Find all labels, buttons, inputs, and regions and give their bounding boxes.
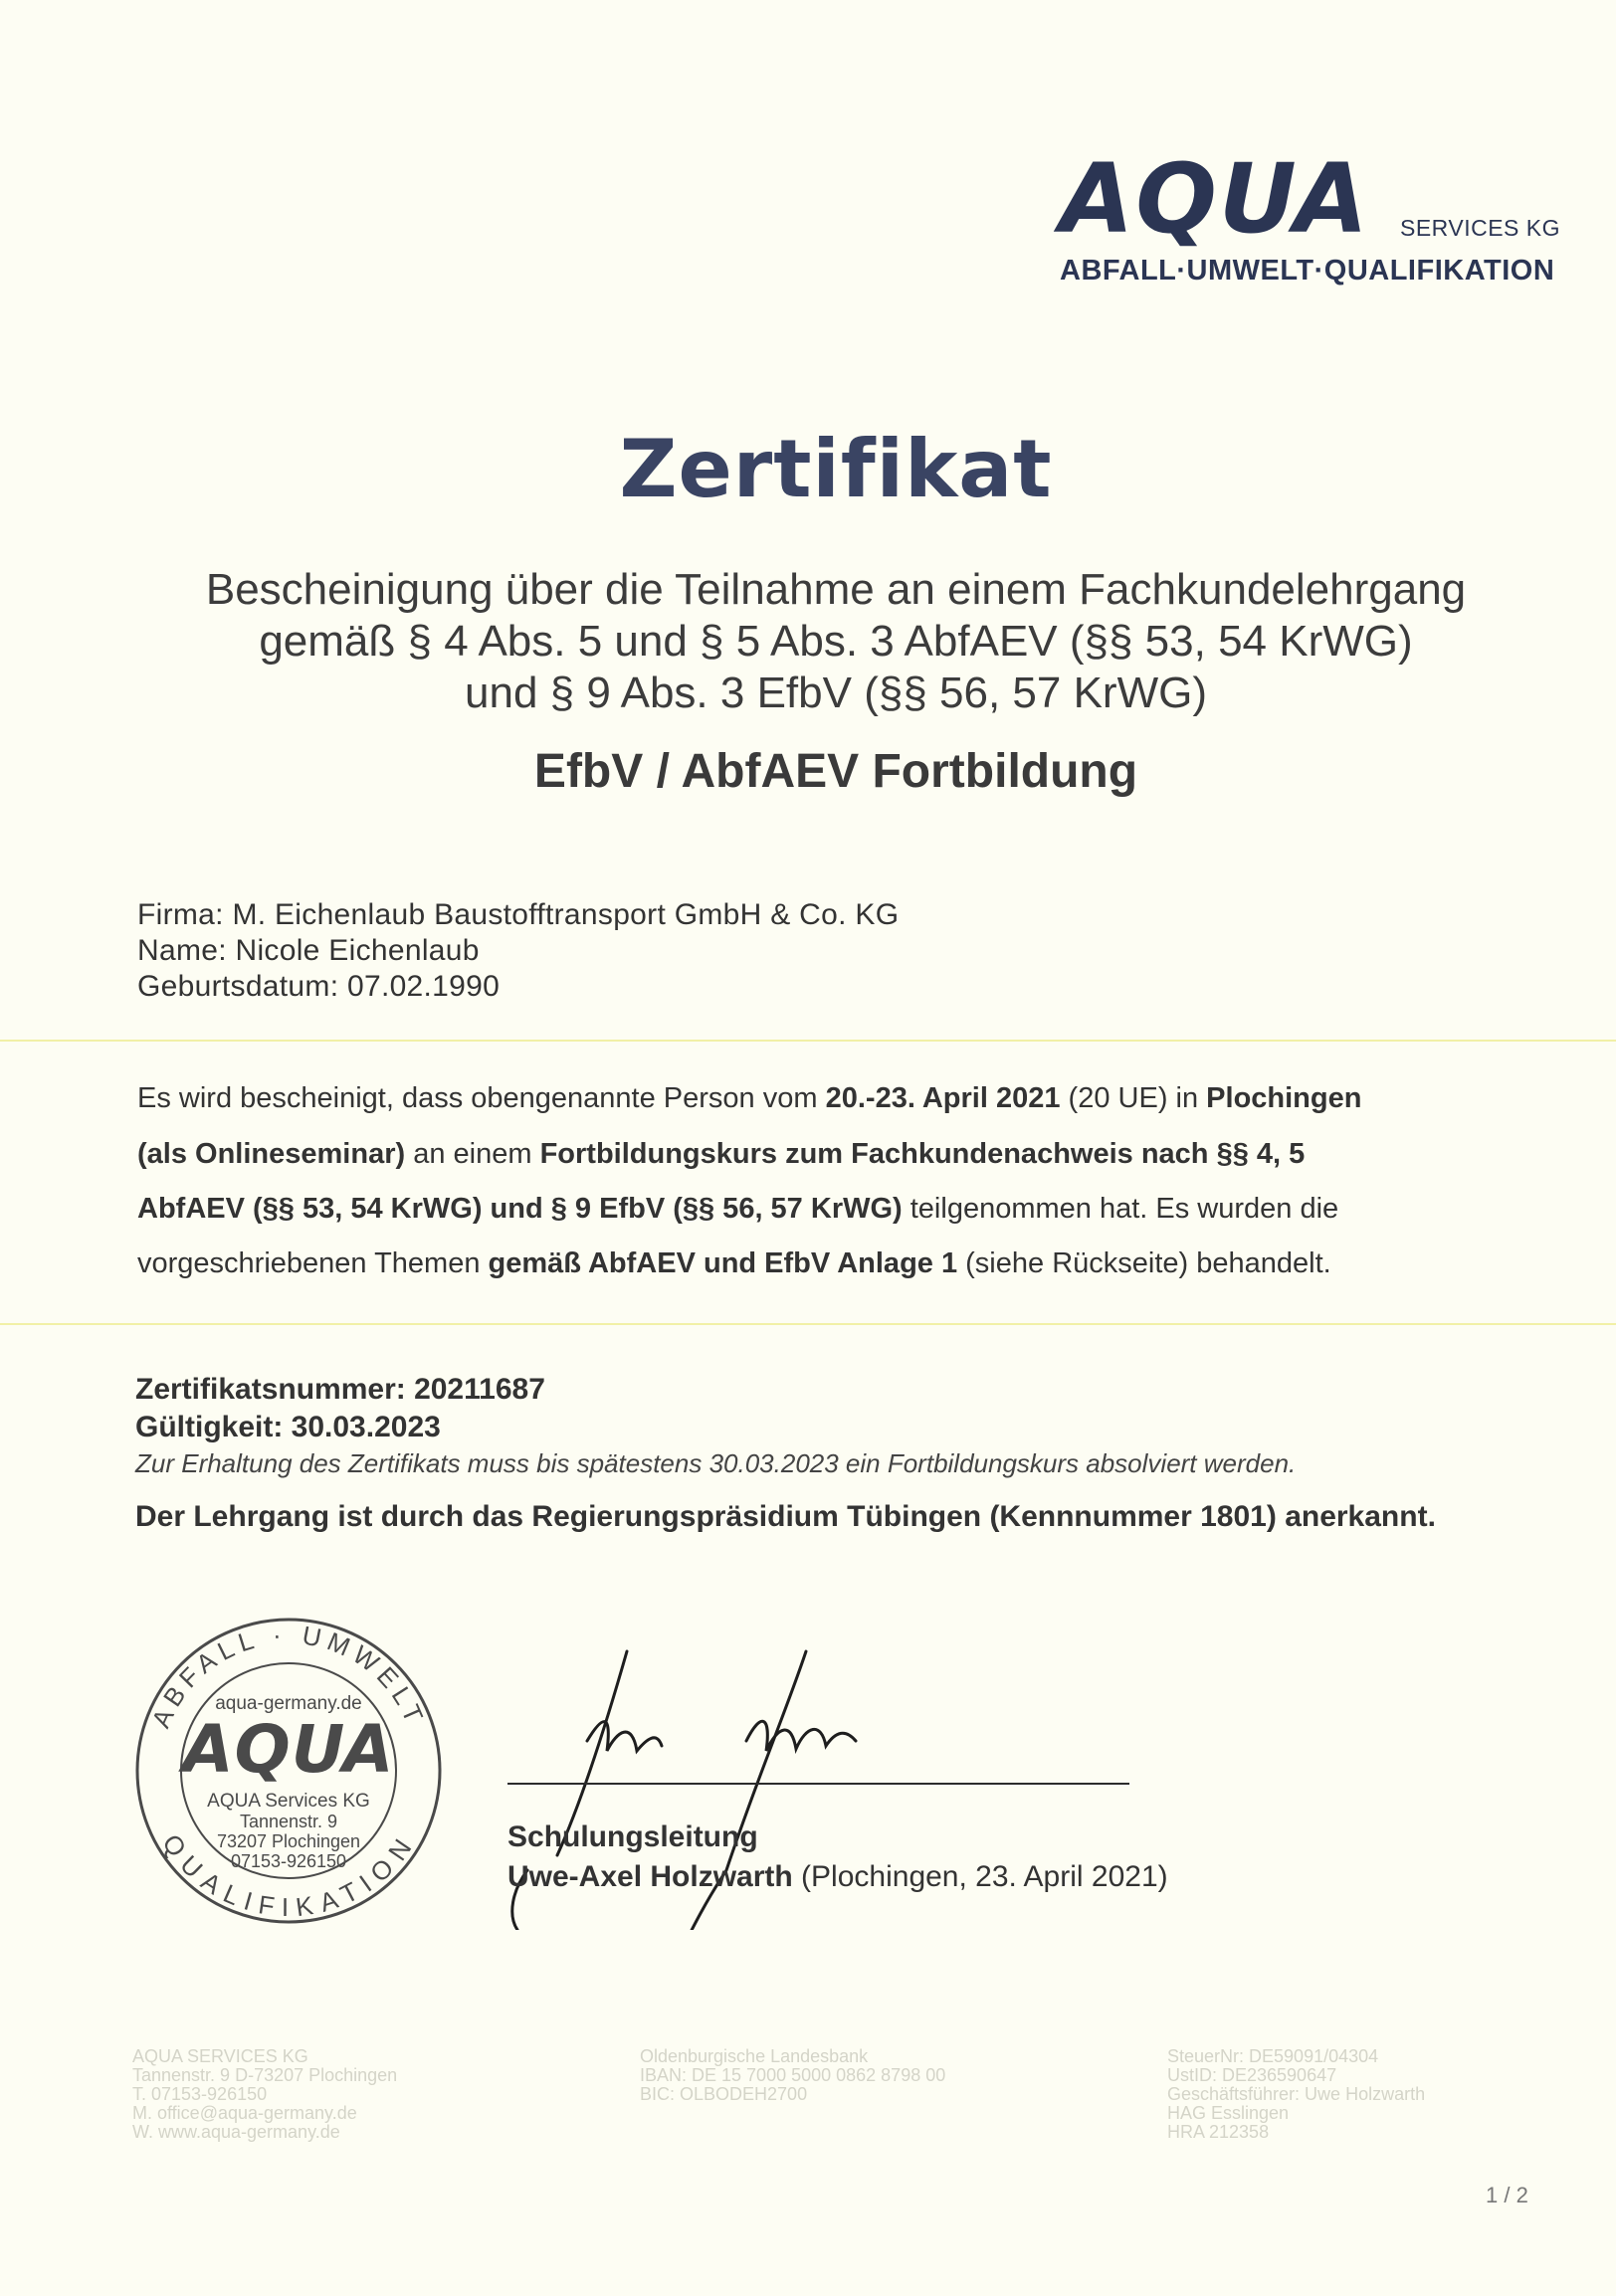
company-field <box>137 898 899 932</box>
footer-line: W. www.aqua-germany.de <box>132 2122 340 2142</box>
certificate-note: Zur Erhaltung des Zertifikats muss bis spätestens 30.03.2023 ein Fortbildungskurs absolviert werden. <box>135 1448 1297 1478</box>
stamp-street: Tannenstr. 9 <box>239 1812 338 1831</box>
body-line-3 <box>137 1193 1530 1226</box>
logo-wordmark: AQUA <box>1060 143 1370 255</box>
signature-place-date: (Plochingen, 23. April 2021) <box>792 1860 1168 1893</box>
text-run: (siehe Rückseite) behandelt. <box>957 1247 1331 1279</box>
stamp-phone: 07153-926150 <box>230 1851 347 1871</box>
body-line-2 <box>137 1138 1530 1171</box>
body-line-4 <box>137 1247 1530 1280</box>
footer-line: T. 07153-926150 <box>132 2084 268 2104</box>
name-value: Nicole Eichenlaub <box>235 934 480 967</box>
text-run: an einem <box>405 1138 540 1170</box>
footer-line: SteuerNr: DE59091/04304 <box>1167 2046 1379 2066</box>
birthdate-label: Geburtsdatum: <box>137 970 339 1003</box>
text-run-bold: 20.-23. April 2021 <box>825 1082 1061 1114</box>
footer-line: Geschäftsführer: Uwe Holzwarth <box>1167 2084 1426 2104</box>
subtitle-line-3: und § 9 Abs. 3 EfbV (§§ 56, 57 KrWG) <box>465 669 1207 717</box>
page-title: Zertifikat <box>619 423 1053 515</box>
text-run-bold: Fortbildungskurs zum Fachkundenachweis nach §§ 4, 5 <box>539 1138 1306 1170</box>
footer-address <box>132 2047 397 2142</box>
footer-line: IBAN: DE 15 7000 5000 0862 8798 00 <box>640 2065 946 2085</box>
body-line-1 <box>137 1082 1530 1115</box>
name-label: Name: <box>137 934 227 967</box>
footer-line: BIC: OLBODEH2700 <box>640 2084 808 2104</box>
footer-line: Oldenburgische Landesbank <box>640 2046 869 2066</box>
stamp-city: 73207 Plochingen <box>216 1831 361 1851</box>
footer-registry <box>1167 2047 1425 2142</box>
divider <box>0 1040 1616 1042</box>
subtitle-line-2: gemäß § 4 Abs. 5 und § 5 Abs. 3 AbfAEV (§§ 53, 54 KrWG) <box>259 617 1413 666</box>
text-run: teilgenommen hat. Es wurden die <box>902 1193 1339 1225</box>
footer-line: M. office@aqua-germany.de <box>132 2103 357 2123</box>
logo-services: SERVICES KG <box>1400 215 1561 241</box>
text-run: vorgeschriebenen Themen <box>137 1247 489 1279</box>
signature-line <box>507 1783 1129 1785</box>
footer-bank <box>640 2047 945 2104</box>
text-run: (20 UE) in <box>1060 1082 1207 1114</box>
birthdate-field <box>137 970 500 1004</box>
stamp-website: aqua-germany.de <box>215 1693 362 1714</box>
text-run-bold: (als Onlineseminar) <box>137 1138 406 1170</box>
logo-tagline: ABFALL·UMWELT·QUALIFIKATION <box>1060 255 1555 287</box>
subtitle-line-1: Bescheinigung über die Teilnahme an einem Fachkundelehrgang <box>205 565 1467 614</box>
stamp-logo: AQUA <box>182 1711 395 1788</box>
signatory-name-text: Uwe-Axel Holzwarth <box>507 1860 793 1893</box>
stamp-company: AQUA Services KG <box>207 1791 370 1812</box>
stamp-ring-top: ABFALL · UMWELT <box>145 1619 432 1733</box>
divider <box>0 1323 1616 1325</box>
footer-line: UstID: DE236590647 <box>1167 2065 1337 2085</box>
footer-line: HAG Esslingen <box>1167 2103 1290 2123</box>
company-stamp <box>129 1612 448 1930</box>
course-heading: EfbV / AbfAEV Fortbildung <box>533 745 1138 798</box>
text-run-bold: gemäß AbfAEV und EfbV Anlage 1 <box>488 1247 958 1279</box>
footer-line: Tannenstr. 9 D-73207 Plochingen <box>132 2065 398 2085</box>
signatory-name <box>507 1860 1168 1894</box>
recognition-statement: Der Lehrgang ist durch das Regierungspräsidium Tübingen (Kennnummer 1801) anerkannt. <box>135 1500 1436 1533</box>
company-logo <box>1060 143 1567 298</box>
company-label: Firma: <box>137 898 224 931</box>
certificate-number: Zertifikatsnummer: 20211687 <box>135 1373 545 1406</box>
footer-line: HRA 212358 <box>1167 2122 1270 2142</box>
text-run: Es wird bescheinigt, dass obengenannte Person vom <box>137 1082 826 1114</box>
certificate-validity: Gültigkeit: 30.03.2023 <box>135 1411 441 1443</box>
name-field <box>137 934 480 968</box>
footer-line: AQUA SERVICES KG <box>132 2046 308 2066</box>
text-run-bold: AbfAEV (§§ 53, 54 KrWG) und § 9 EfbV (§§ 56, 57 KrWG) <box>137 1193 903 1225</box>
signatory-role: Schulungsleitung <box>507 1820 758 1853</box>
text-run-bold: Plochingen <box>1206 1082 1362 1114</box>
stamp-ring-bottom: QUALIFIKATION <box>156 1828 421 1923</box>
birthdate-value: 07.02.1990 <box>346 970 501 1003</box>
page-number: 1 / 2 <box>1486 2183 1528 2207</box>
company-value: M. Eichenlaub Baustofftransport GmbH & Co. KG <box>232 898 900 931</box>
